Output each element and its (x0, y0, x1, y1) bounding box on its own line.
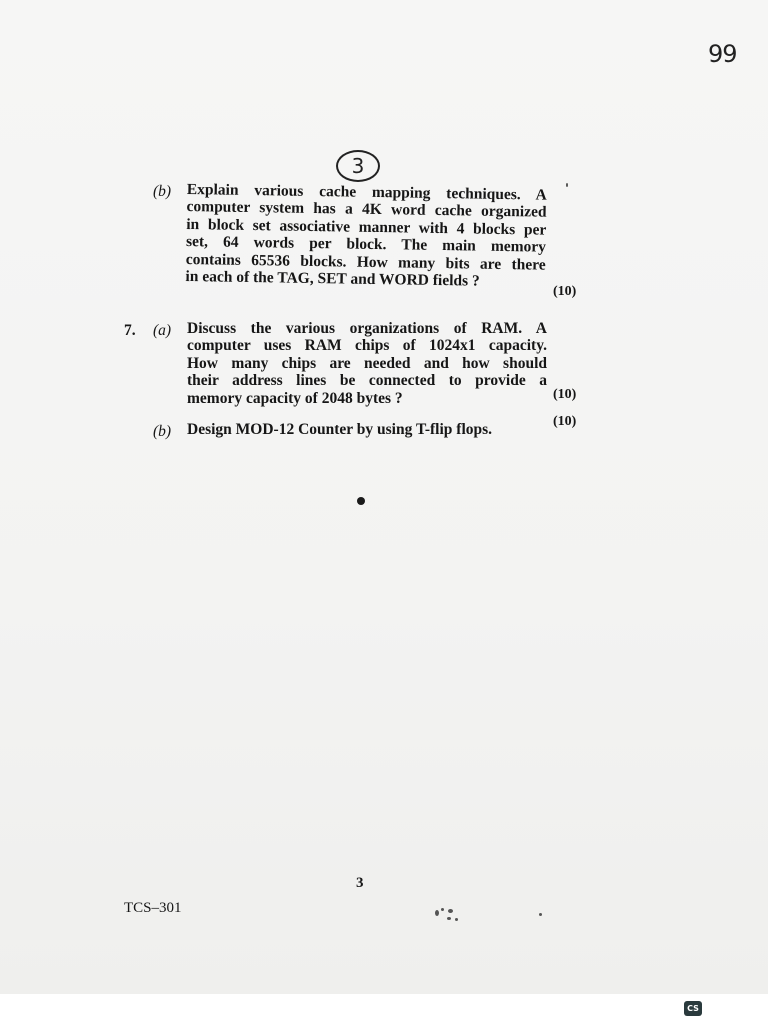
footer-course-code: TCS–301 (124, 900, 182, 916)
question-text (187, 320, 547, 407)
question-line: Design MOD-12 Counter by using T-flip flops. (187, 421, 493, 438)
question-line: their address lines be connected to provide a (187, 372, 547, 390)
question-line: How many chips are needed and how should (187, 354, 547, 372)
page-margin (0, 994, 768, 1024)
footer-page-number: 3 (356, 875, 364, 891)
question-line: set, 64 words per block. The main memory (185, 233, 547, 256)
handwritten-page-number: 99 (708, 40, 737, 68)
question-line: contains 65536 blocks. How many bits are there (185, 250, 546, 274)
question-line: computer system has a 4K word cache organized (186, 198, 547, 222)
question-line: memory capacity of 2048 bytes ? (187, 389, 403, 407)
question-number: 7. (124, 322, 136, 339)
question-line: in each of the TAG, SET and WORD fields ? (185, 268, 480, 290)
question-line: Discuss the various organizations of RAM. A (187, 320, 547, 337)
question-text (187, 421, 547, 438)
camscanner-logo: CS (684, 1001, 702, 1016)
marks-label: (10) (553, 414, 577, 429)
question-label: (b) (153, 183, 172, 200)
question-text (185, 181, 547, 291)
question-line: computer uses RAM chips of 1024x1 capacity. (187, 337, 547, 355)
question-line: Explain various cache mapping techniques. A (186, 181, 547, 204)
bullet-dot (357, 497, 365, 505)
question-label: (a) (153, 322, 172, 339)
handwritten-circled-number: 3 (336, 150, 380, 182)
question-line: in block set associative manner with 4 blocks per (186, 215, 547, 239)
scan-smudge (433, 906, 463, 926)
scan-speck (566, 183, 568, 187)
scan-speck (539, 913, 542, 916)
question-label: (b) (153, 423, 172, 440)
marks-label: (10) (553, 284, 577, 299)
marks-label: (10) (553, 387, 577, 402)
